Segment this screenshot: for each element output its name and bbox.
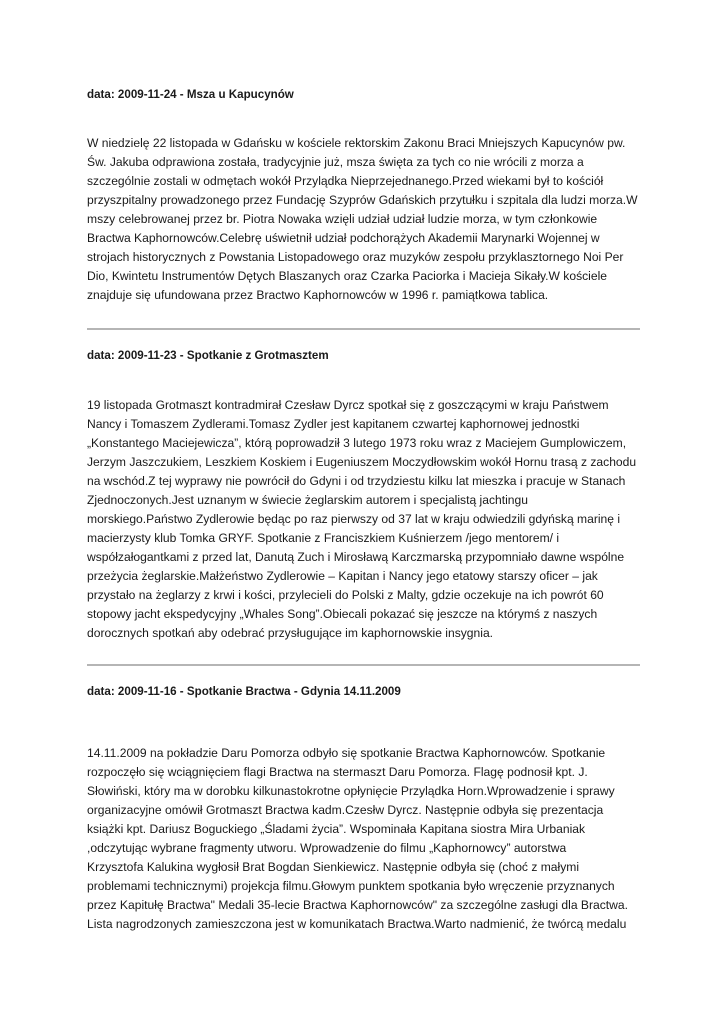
entry-title: data: 2009-11-23 - Spotkanie z Grotmasztem [87, 349, 329, 362]
text-line: na wschód.Z tej wyprawy nie powrócił do Gdyni i od trzydziestu kilku lat mieszka i pracuje w Stanach [87, 474, 626, 488]
text-line: macierzysty klub Tomka GRYF. Spotkanie z Franciszkiem Kuśnierzem /jego mentorem/ i [87, 531, 560, 545]
text-line: Dio, Kwintetu Instrumentów Dętych Blaszanych oraz Czarka Paciorka i Macieja Sikały.W kościele [87, 269, 608, 283]
text-line: przystało na żeglarzy z krwi i kości, przylecieli do Polski z Malty, gdzie oczekuje na ich powrót 60 [87, 588, 604, 602]
entry-body [87, 134, 640, 305]
text-line: Nancy i Tomaszem Zydlerami.Tomasz Zydler jest kapitanem czwartej kaphornowej jednostki [87, 417, 580, 431]
text-line: znajduje się ufundowana przez Bractwo Kaphornowców w 1996 r. pamiątkowa tablica. [87, 288, 549, 302]
text-line: książki kpt. Dariusz Boguckiego „Śladami życia”. Wspominała Kapitana siostra Mira Urbaniak [87, 822, 586, 836]
entry-body [87, 396, 640, 643]
text-line: Krzysztofa Kalukina wygłosił Brat Bogdan Sienkiewicz. Następnie odbyła się (choć z małymi [87, 860, 580, 874]
text-line: problemami technicznymi) projekcja filmu.Głowym punktem spotkania było wręczenie przyznanych [87, 879, 615, 893]
text-line: Zjednoczonych.Jest uznanym w świecie żeglarskim autorem i specjalistą jachtingu [87, 493, 528, 507]
entry-divider [87, 664, 640, 666]
text-line: szczególnie zostali w odmętach wokół Przylądka Nieprzejednanego.Przed wiekami był to kościół [87, 174, 604, 188]
text-line: Jerzym Jaszczukiem, Leszkiem Koskiem i Eugeniuszem Moczydłowskim wokół Hornu trasą z zachodu [87, 455, 637, 469]
text-line: ,odczytując wybrane fragmenty utworu. Wprowadzenie do filmu „Kaphornowcy” autorstwa [87, 841, 567, 855]
text-line: stopowy jacht ekspedycyjny „Whales Song”.Obiecali pokazać się jeszcze na którymś z naszych [87, 607, 598, 621]
text-line: dorocznych spotkań aby odebrać przysługujące im kaphornowskie insygnia. [87, 626, 494, 640]
text-line: Bractwa Kaphornowców.Celebrę uświetnił udział podchorążych Akademii Marynarki Wojennej w [87, 231, 600, 245]
text-line: Słowiński, który ma w dorobku kilkunastokrotne opłynięcie Przylądka Horn.Wprowadzenie i sprawy [87, 784, 615, 798]
text-line: współzałogantkami z przed lat, Danutą Zuch i Mirosławą Karczmarską przypomniało dawne wspólne [87, 550, 625, 564]
text-line: organizacyjne omówił Grotmaszt Bractwa kadm.Czesłw Dyrcz. Następnie odbyła się prezentacja [87, 803, 604, 817]
entry-divider [87, 328, 640, 330]
text-line: Św. Jakuba odprawiona została, tradycyjnie już, msza święta za tych co nie wrócili z morza a [87, 155, 584, 169]
text-line: mszy celebrowanej przez br. Piotra Nowaka wzięli udział udział ludzie morza, w tym członkowie [87, 212, 598, 226]
entry-title: data: 2009-11-24 - Msza u Kapucynów [87, 88, 294, 101]
text-line: strojach historycznych z Powstania Listopadowego oraz muzyków zespołu przyklasztornego Noi Per [87, 250, 624, 264]
text-line: morskiego.Państwo Zydlerowie będąc po raz pierwszy od 37 lat w kraju odwiedzili gdyńską marinę i [87, 512, 621, 526]
text-line: W niedzielę 22 listopada w Gdańsku w kościele rektorskim Zakonu Braci Mniejszych Kapucynów pw. [87, 136, 626, 150]
entry-body [87, 744, 640, 934]
text-line: przeżycia żeglarskie.Małżeństwo Zydlerowie – Kapitan i Nancy jego etatowy starszy oficer – jak [87, 569, 598, 583]
text-line: 14.11.2009 na pokładzie Daru Pomorza odbyło się spotkanie Bractwa Kaphornowców. Spotkanie [87, 746, 606, 760]
text-line: przez Kapitułę Bractwa" Medali 35-lecie Bractwa Kaphornowców" za szczególne zasługi dla Bractwa. [87, 898, 628, 912]
text-line: rozpoczęło się wciągnięciem flagi Bractwa na stermaszt Daru Pomorza. Flagę podnosił kpt. J. [87, 765, 588, 779]
text-line: „Konstantego Maciejewicza”, którą poprowadził 3 lutego 1973 roku wraz z Maciejem Gumplowiczem, [87, 436, 627, 450]
text-line: 19 listopada Grotmaszt kontradmirał Czesław Dyrcz spotkał się z goszczącymi w kraju Państwem [87, 398, 609, 412]
text-line: Lista nagrodzonych zamieszczona jest w komunikatach Bractwa.Warto nadmienić, że twórcą medalu [87, 917, 627, 931]
text-line: przyszpitalny prowadzonego przez Fundację Szyprów Gdańskich przytułku i szpitala dla ludzi morza.W [87, 193, 638, 207]
entry-title: data: 2009-11-16 - Spotkanie Bractwa - Gdynia 14.11.2009 [87, 685, 401, 698]
